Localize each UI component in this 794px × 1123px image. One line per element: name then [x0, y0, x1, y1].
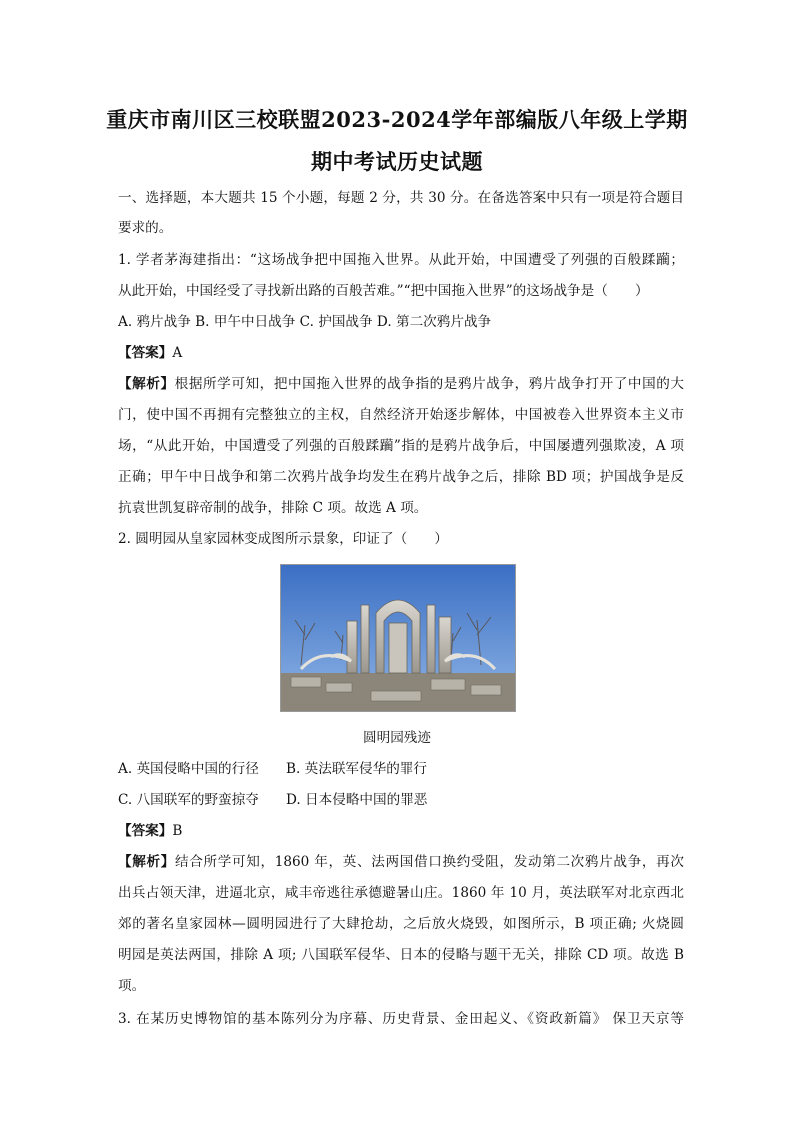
answer-value: A — [172, 345, 183, 361]
q2-answer — [118, 821, 684, 841]
q2-option-b: B. 英法联军侵华的罪行 — [286, 761, 427, 777]
ruins-image-icon — [281, 565, 515, 711]
q2-analysis-line2: 出兵占领天津，进逼北京，咸丰帝逃往承德避暑山庄。1860 年 10 月，英法联军对北京西北 — [118, 885, 684, 901]
q2-stem: 2. 圆明园从皇家园林变成图所示景象，印证了（ ） — [118, 531, 448, 547]
q1-analysis-line1 — [118, 374, 684, 394]
answer-value: B — [172, 823, 183, 839]
analysis-tag: 【解析】 — [118, 376, 175, 392]
answer-tag: 【答案】 — [118, 345, 173, 361]
q1-options: A. 鸦片战争 B. 甲午中日战争 C. 护国战争 D. 第二次鸦片战争 — [118, 314, 492, 330]
analysis-text: 根据所学可知，把中国拖入世界的战争指的是鸦片战争，鸦片战争打开了中国的大 — [174, 376, 685, 392]
doc-title-line2: 期中考试历史试题 — [311, 149, 483, 174]
q2-analysis-line5: 项。 — [118, 978, 146, 994]
q1-analysis-line4: 正确；甲午中日战争和第二次鸦片战争均发生在鸦片战争之后，排除 BD 项；护国战争是反 — [118, 469, 684, 485]
q2-option-a: A. 英国侵略中国的行径 — [118, 761, 259, 777]
section-instructions-line2: 要求的。 — [118, 220, 173, 236]
doc-title-line1: 重庆市南川区三校联盟2023-2024学年部编版八年级上学期 — [106, 107, 688, 132]
q1-analysis-line2: 门，使中国不再拥有完整独立的主权，自然经济开始逐步解体，中国被卷入世界资本主义市 — [118, 407, 684, 423]
section-instructions-line1: 一、选择题，本大题共 15 个小题，每题 2 分，共 30 分。在备选答案中只有一项是符合题目 — [118, 190, 684, 206]
q2-options-row1 — [118, 759, 684, 779]
answer-tag: 【答案】 — [118, 823, 173, 839]
yuanmingyuan-ruins-photo — [280, 564, 516, 712]
q1-answer — [118, 343, 684, 363]
analysis-tag: 【解析】 — [118, 854, 175, 870]
q1-analysis-line5: 抗袁世凯复辟帝制的战争，排除 C 项。故选 A 项。 — [118, 500, 428, 516]
analysis-text: 结合所学可知，1860 年，英、法两国借口换约受阻，发动第二次鸦片战争，再次 — [174, 854, 684, 870]
q1-analysis-line3: 场，“从此开始，中国遭受了列强的百般蹂躏”指的是鸦片战争后，中国屡遭列强欺凌，A 项 — [118, 438, 684, 454]
q3-stem-line1: 3. 在某历史博物馆的基本陈列分为序幕、历史背景、金田起义、《资政新篇》 保卫天京等 — [118, 1011, 684, 1027]
q2-option-d: D. 日本侵略中国的罪恶 — [286, 792, 428, 808]
q2-analysis-line3: 郊的著名皇家园林—圆明园进行了大肆抢劫，之后放火烧毁，如图所示，B 项正确; 火烧圆 — [118, 916, 684, 932]
q2-analysis-line4: 明园是英法两国，排除 A 项; 八国联军侵华、日本的侵略与题干无关，排除 CD 项。故选 B — [118, 947, 684, 963]
q2-options-row2 — [118, 790, 684, 810]
q2-option-c: C. 八国联军的野蛮掠夺 — [118, 792, 259, 808]
q1-stem-line1: 1. 学者茅海建指出：“这场战争把中国拖入世界。从此开始，中国遭受了列强的百般蹂躏； — [118, 252, 684, 268]
q1-stem-line2: 从此开始，中国经受了寻找新出路的百般苦难。”“把中国拖入世界”的这场战争是（ ） — [118, 283, 649, 299]
q2-analysis-line1 — [118, 852, 684, 872]
photo-caption: 圆明园残迹 — [363, 730, 431, 746]
